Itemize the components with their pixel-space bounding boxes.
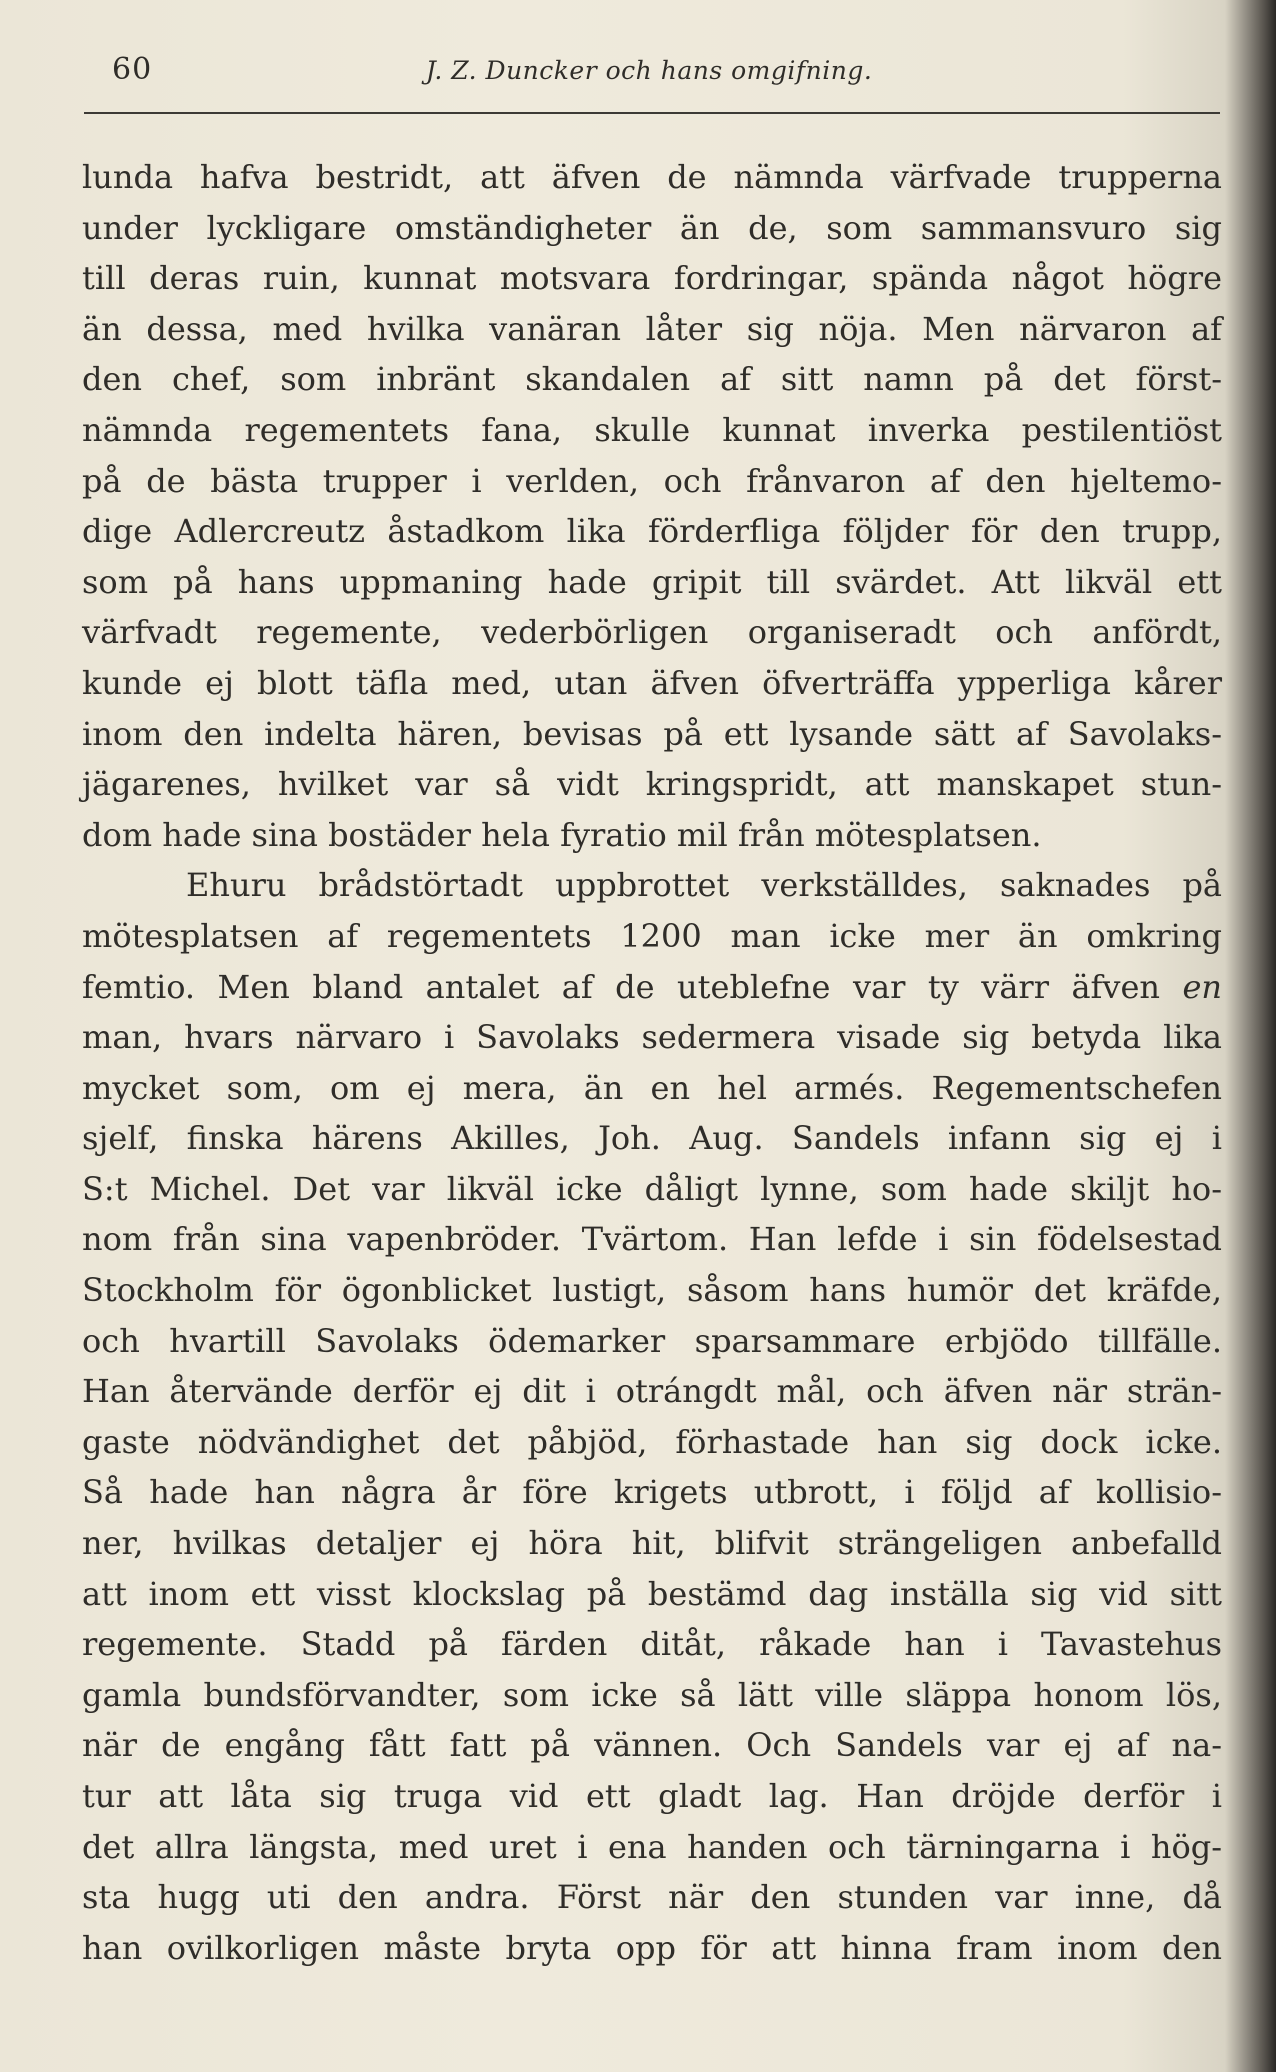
text-line: inom den indelta hären, bevisas på ett lysande sätt af Savolaks- xyxy=(82,714,1222,753)
paragraph-last-line: dom hade sina bostäder hela fyratio mil från mötesplatsen. xyxy=(82,815,1042,854)
text-line: man, hvars närvaro i Savolaks sedermera visade sig betyda lika xyxy=(82,1018,1222,1057)
text-line: på de bästa trupper i verlden, och frånvaron af den hjeltemo- xyxy=(82,461,1222,500)
text-line: lunda hafva bestridt, att äfven de nämnda värfvade trupperna xyxy=(82,158,1222,196)
text-line: kunde ej blott täfla med, utan äfven öfverträffa ypperliga kårer xyxy=(82,663,1222,702)
running-title: J. Z. Duncker och hans omgifning. xyxy=(425,56,873,85)
text-line: tur att låta sig truga vid ett gladt lag. Han dröjde derför i xyxy=(82,1777,1222,1815)
text-line: och hvartill Savolaks ödemarker sparsammare erbjödo tillfälle. xyxy=(82,1321,1222,1360)
italic-emphasis: en xyxy=(1182,967,1223,1006)
body-text xyxy=(82,152,1222,1973)
text-line: under lyckligare omständigheter än de, som sammansvuro sig xyxy=(82,208,1222,247)
text-line: mötesplatsen af regementets 1200 man icke mer än omkring xyxy=(82,916,1222,955)
text-line: värfvadt regemente, vederbörligen organiseradt och anfördt, xyxy=(82,613,1222,652)
text-line: mycket som, om ej mera, än en hel armés. Regementschefen xyxy=(82,1068,1222,1107)
text-line: än dessa, med hvilka vanäran låter sig nöja. Men närvaron af xyxy=(82,309,1222,348)
text-line: det allra längsta, med uret i ena handen och tärningarna i hög- xyxy=(82,1827,1222,1866)
text-line: gamla bundsförvandter, som icke så lätt ville släppa honom lös, xyxy=(82,1675,1222,1714)
text-line: gaste nödvändighet det påbjöd, förhastade han sig dock icke. xyxy=(82,1422,1222,1461)
text-line: jägarenes, hvilket var så vidt kringspridt, att manskapet stun- xyxy=(82,765,1222,804)
text-line: han ovilkorligen måste bryta opp för att hinna fram inom den xyxy=(82,1928,1222,1967)
text-line: S:t Michel. Det var likväl icke dåligt lynne, som hade skiljt ho- xyxy=(82,1169,1222,1208)
paragraph-first-line: Ehuru brådstörtadt uppbrottet verkställdes, saknades på xyxy=(186,866,1222,905)
text-line: Så hade han några år före krigets utbrott, i följd af kollisio- xyxy=(82,1473,1222,1512)
text-line: ner, hvilkas detaljer ej höra hit, blifvit strängeligen anbefalld xyxy=(82,1524,1222,1563)
text-line: nämnda regementets fana, skulle kunnat inverka pestilentiöst xyxy=(82,410,1222,449)
text-line-segment: femtio. Men bland antalet af de uteblefne var ty värr äfven xyxy=(82,967,1160,1006)
page-number: 60 xyxy=(112,52,153,87)
text-line: nom från sina vapenbröder. Tvärtom. Han lefde i sin födelsestad xyxy=(82,1220,1222,1259)
page-header xyxy=(84,52,1214,92)
header-rule xyxy=(84,112,1220,114)
text-line: sjelf, finska härens Akilles, Joh. Aug. Sandels infann sig ej i xyxy=(82,1119,1222,1158)
text-line: regemente. Stadd på färden ditåt, råkade han i Tavastehus xyxy=(82,1625,1222,1664)
text-line: dige Adlercreutz åstadkom lika förderfliga följder för den trupp, xyxy=(82,512,1222,551)
text-line: den chef, som inbränt skandalen af sitt namn på det först- xyxy=(82,360,1222,399)
text-line: sta hugg uti den andra. Först när den stunden var inne, då xyxy=(82,1878,1222,1917)
text-line: Stockholm för ögonblicket lustigt, såsom hans humör det kräfde, xyxy=(82,1271,1222,1310)
text-line: till deras ruin, kunnat motsvara fordringar, spända något högre xyxy=(82,259,1222,298)
text-line-with-emphasis xyxy=(82,962,1222,1013)
text-line: att inom ett visst klockslag på bestämd dag inställa sig vid sitt xyxy=(82,1574,1222,1613)
text-line: Han återvände derför ej dit i otrángdt mål, och äfven när strän- xyxy=(82,1372,1222,1411)
text-line: när de engång fått fatt på vännen. Och Sandels var ej af na- xyxy=(82,1726,1222,1765)
text-line: som på hans uppmaning hade gripit till svärdet. Att likväl ett xyxy=(82,562,1222,601)
